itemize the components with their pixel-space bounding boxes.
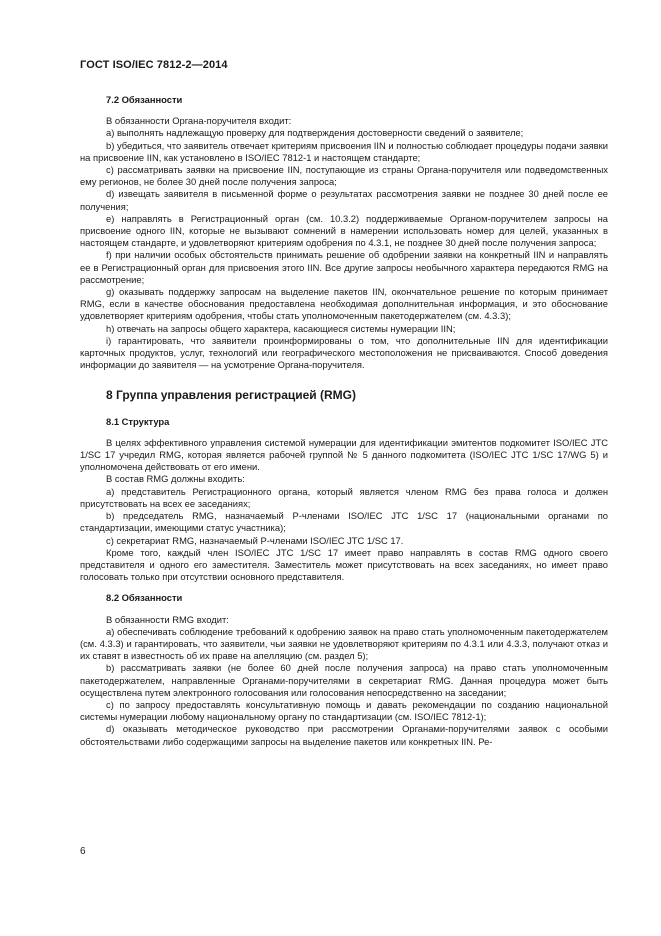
list-item: i) гарантировать, что заявители проинформированы о том, что дополнительные IIN для идентификации карточных продуктов, услуг, технологий или географического местоположения не присваиваются. Способ доведения информации до заявителя — на усмотрение Органа-поручителя.	[80, 334, 608, 371]
page-content	[80, 94, 608, 748]
paragraph: В целях эффективного управления системой нумерации для идентификации эмитентов подкомитет ISO/IEC JTC 1/SC 17 учредил RMG, которая является рабочей группой № 5 данного подкомитета (ISO/IEC JTC 1/SC 17/WG 5) и уполномочена действовать от его имени.	[80, 436, 608, 473]
list-item: f) при наличии особых обстоятельств принимать решение об одобрении заявки на конкретный IIN и направлять ее в Регистрационный орган для присвоения этого IIN. Все другие запросы необычного характера передаются RMG на рассмотрение;	[80, 249, 608, 285]
list-item: a) выполнять надлежащую проверку для подтверждения достоверности сведений о заявителе;	[106, 127, 524, 139]
list-item: d) извещать заявителя в письменной форме о результатах рассмотрения заявки не позднее 30 дней после ее получения;	[80, 188, 608, 212]
section-7-2-title: 7.2 Обязанности	[106, 94, 183, 105]
paragraph: В состав RMG должны входить:	[106, 473, 245, 485]
paragraph: Кроме того, каждый член ISO/IEC JTC 1/SC 17 имеет право направлять в состав RMG одного своего представителя и одного его заместителя. Заместитель может присутствовать на всех заседаниях, но имеет право голосовать только при отсутствии основного представителя.	[80, 546, 608, 583]
paragraph: В обязанности RMG входит:	[106, 613, 229, 625]
list-item: a) представитель Регистрационного органа, который является членом RMG без права голоса и должен присутствовать на всех ее заседаниях;	[80, 485, 608, 509]
page-header: ГОСТ ISO/IEC 7812-2—2014	[80, 59, 228, 71]
paragraph: В обязанности Органа-поручителя входит:	[106, 115, 292, 127]
list-item: d) оказывать методическое руководство при рассмотрении Органами-поручителями заявок с особыми обстоятельствами либо содержащими запросы на выделение пакетов или конкретных IIN. Ре-	[80, 723, 608, 747]
section-8-2-title: 8.2 Обязанности	[106, 592, 183, 604]
list-item: c) по запросу предоставлять консультативную помощь и давать рекомендации по созданию национальной системы нумерации любому национальному органу по стандартизации (см. ISO/IEC 7812-1);	[80, 698, 608, 723]
list-item: b) рассматривать заявки (не более 60 дней после получения запроса) на право стать уполномоченным пакетодержателем, направленные Органами-поручителями в секретариат RMG. Данная процедура может быть осуществлена путем электронного голосования или голосования непосредственно на заседании;	[80, 662, 608, 698]
list-item: h) отвечать на запросы общего характера, касающиеся системы нумерации IIN;	[106, 322, 456, 334]
section-8-title: 8 Группа управления регистрацией (RMG)	[106, 388, 357, 403]
list-item: a) обеспечивать соблюдение требований к одобрению заявок на право стать уполномоченным пакетодержателем (см. 4.3.3) и гарантировать, что заявители, чьи заявки не удовлетворяют критериям по 4.3.1 или 4.3.3, получают отказ и их ставят в известность об их праве на апелляцию (см. раздел 5);	[80, 625, 608, 662]
section-8-1-title: 8.1 Структура	[106, 415, 170, 427]
list-item: e) направлять в Регистрационный орган (см. 10.3.2) поддерживаемые Органом-поручителем запросы на присвоение одного IIN, которые не вызывают сомнений в намерении использовать номер для целей, указанных в настоящем стандарте, и удовлетворяют критериям одобрения по 4.3.1, не позднее 30 дней после получения запроса;	[80, 212, 608, 249]
page-number: 6	[80, 846, 86, 857]
list-item: g) оказывать поддержку запросам на выделение пакетов IIN, окончательное решение по которым принимает RMG, если в качестве обоснования предоставлена необходимая дополнительная информация, и это обоснование удовлетворяет критериям одобрения, чтобы стать уполномоченным пакетодержателем (см. 4.3.3);	[80, 286, 608, 322]
list-item: b) председатель RMG, назначаемый P-членами ISO/IEC JTC 1/SC 17 (национальными органами по стандартизации, имеющими статус участника);	[80, 510, 608, 534]
list-item: c) секретариат RMG, назначаемый P-членами ISO/IEC JTC 1/SC 17.	[106, 534, 404, 546]
list-item: b) убедиться, что заявитель отвечает критериям присвоения IIN и полностью соблюдает процедуры подачи заявки на присвоение IIN, как установлено в ISO/IEC 7812-1 и настоящем стандарте;	[80, 139, 608, 163]
list-item: c) рассматривать заявки на присвоение IIN, поступающие из страны Органа-поручителя или подведомственных ему регионов, не более 30 дней после получения запроса;	[80, 164, 608, 188]
